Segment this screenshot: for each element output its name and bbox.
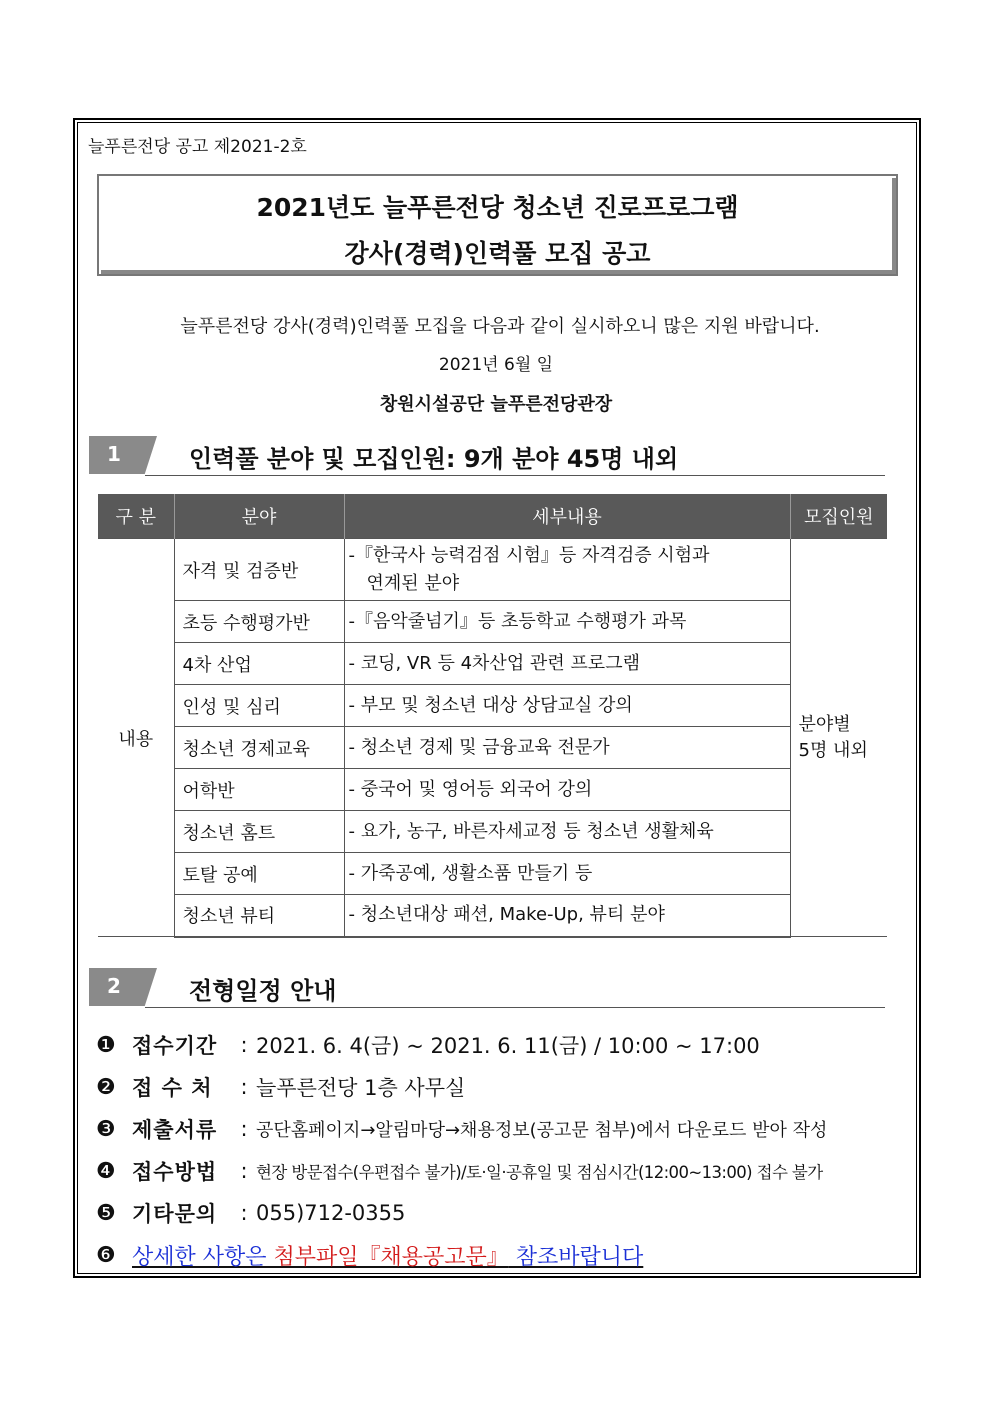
field-cell: 인성 및 심리 (174, 685, 344, 727)
table-row (98, 811, 887, 853)
section-rule (145, 1007, 885, 1008)
item-value: 055)712-0355 (256, 1201, 406, 1225)
bullet-3-icon: ❸ (96, 1116, 116, 1142)
bullet-4-icon: ❹ (96, 1158, 116, 1184)
field-cell: 어학반 (174, 769, 344, 811)
issuer: 창원시설공단 늘푸른전당관장 (379, 394, 613, 415)
schedule-item-place (96, 1066, 827, 1108)
item-key: 제출서류 (132, 1118, 218, 1142)
table-row (98, 853, 887, 895)
bullet-1-icon: ❶ (96, 1032, 116, 1058)
section-rule (145, 475, 885, 476)
header-detail: 세부내용 (344, 494, 790, 539)
detail-cell: - 청소년대상 패션, Make-Up, 뷰티 분야 (344, 895, 790, 937)
reference-text-1: 상세한 사항은 (132, 1244, 274, 1270)
item-colon: : (240, 1201, 248, 1225)
notice-number: 늘푸른전당 공고 제2021-2호 (88, 137, 307, 157)
intro-text: 늘푸른전당 강사(경력)인력풀 모집을 다음과 같이 실시하오니 많은 지원 바랍니다. (180, 316, 820, 337)
field-cell: 청소년 뷰티 (174, 895, 344, 937)
count-line-1: 분야별 (798, 713, 851, 735)
category-cell: 내용 (98, 539, 174, 937)
table-row (98, 685, 887, 727)
section-number-badge (89, 436, 157, 474)
schedule-item-documents (96, 1108, 827, 1150)
detail-cell: - 코딩, VR 등 4차산업 관련 프로그램 (344, 643, 790, 685)
item-colon: : (240, 1117, 248, 1141)
detail-cell: - 가죽공예, 생활소품 만들기 등 (344, 853, 790, 895)
field-cell: 토탈 공예 (174, 853, 344, 895)
section-title: 인력풀 분야 및 모집인원: 9개 분야 45명 내외 (189, 445, 679, 473)
schedule-item-method (96, 1150, 827, 1192)
item-colon: : (240, 1159, 248, 1183)
table-row (98, 895, 887, 937)
detail-cell (344, 539, 790, 601)
reference-attachment: 첨부파일『채용공고문』 (273, 1244, 509, 1270)
field-cell: 청소년 홈트 (174, 811, 344, 853)
table-header-row (98, 494, 887, 539)
title-box (97, 174, 898, 276)
table-row (98, 601, 887, 643)
header-category: 구 분 (98, 494, 174, 539)
detail-cell: -『음악줄넘기』등 초등학교 수행평가 과목 (344, 601, 790, 643)
bullet-2-icon: ❷ (96, 1074, 116, 1100)
section-2-header (89, 968, 885, 1008)
notice-date: 2021년 6월 일 (438, 355, 554, 375)
detail-line-2: 연계된 분야 (366, 572, 460, 594)
schedule-list (96, 1024, 827, 1276)
section-title: 전형일정 안내 (189, 977, 337, 1005)
field-cell: 초등 수행평가반 (174, 601, 344, 643)
header-field: 분야 (174, 494, 344, 539)
item-key: 접수방법 (132, 1160, 218, 1184)
reference-text-2: 참조바랍니다 (508, 1244, 644, 1270)
table-row (98, 643, 887, 685)
recruit-table (98, 494, 887, 938)
bullet-6-icon: ❻ (96, 1242, 116, 1268)
schedule-item-contact (96, 1192, 827, 1234)
bullet-5-icon: ❺ (96, 1200, 116, 1226)
section-1-header (89, 436, 885, 476)
schedule-item-period (96, 1024, 827, 1066)
item-key: 접 수 처 (132, 1076, 213, 1100)
field-cell: 4차 산업 (174, 643, 344, 685)
detail-cell: - 청소년 경제 및 금융교육 전문가 (344, 727, 790, 769)
title-line-1: 2021년도 늘푸른전당 청소년 진로프로그램 (256, 193, 739, 222)
title-line-2: 강사(경력)인력풀 모집 공고 (344, 239, 651, 268)
count-line-2: 5명 내외 (798, 739, 868, 761)
detail-cell: - 중국어 및 영어등 외국어 강의 (344, 769, 790, 811)
item-value: 현장 방문접수(우편접수 불가)/토·일·공휴일 및 점심시간(12:00~13:00) 접수 불가 (256, 1163, 823, 1182)
header-count: 모집인원 (790, 494, 887, 539)
field-cell: 자격 및 검증반 (174, 539, 344, 601)
item-colon: : (240, 1075, 248, 1099)
item-value: 늘푸른전당 1층 사무실 (256, 1076, 466, 1100)
field-cell: 청소년 경제교육 (174, 727, 344, 769)
item-key: 접수기간 (132, 1034, 218, 1058)
item-key: 기타문의 (132, 1202, 218, 1226)
section-number: 1 (107, 442, 121, 466)
detail-cell: - 부모 및 청소년 대상 상담교실 강의 (344, 685, 790, 727)
section-number: 2 (107, 974, 121, 998)
table-row (98, 539, 887, 601)
table-row (98, 727, 887, 769)
item-colon: : (240, 1033, 248, 1057)
item-value: 공단홈페이지→알림마당→채용정보(공고문 첨부)에서 다운로드 받아 작성 (256, 1120, 828, 1141)
section-number-badge (89, 968, 157, 1006)
schedule-item-reference (96, 1234, 827, 1276)
item-value: 2021. 6. 4(금) ~ 2021. 6. 11(금) / 10:00 ~ 17:00 (256, 1034, 760, 1058)
reference-link[interactable] (132, 1240, 643, 1271)
detail-cell: - 요가, 농구, 바른자세교정 등 청소년 생활체육 (344, 811, 790, 853)
count-cell (790, 539, 887, 937)
detail-line-1: -『한국사 능력검점 시험』등 자격검증 시험과 (348, 544, 710, 566)
table-row (98, 769, 887, 811)
